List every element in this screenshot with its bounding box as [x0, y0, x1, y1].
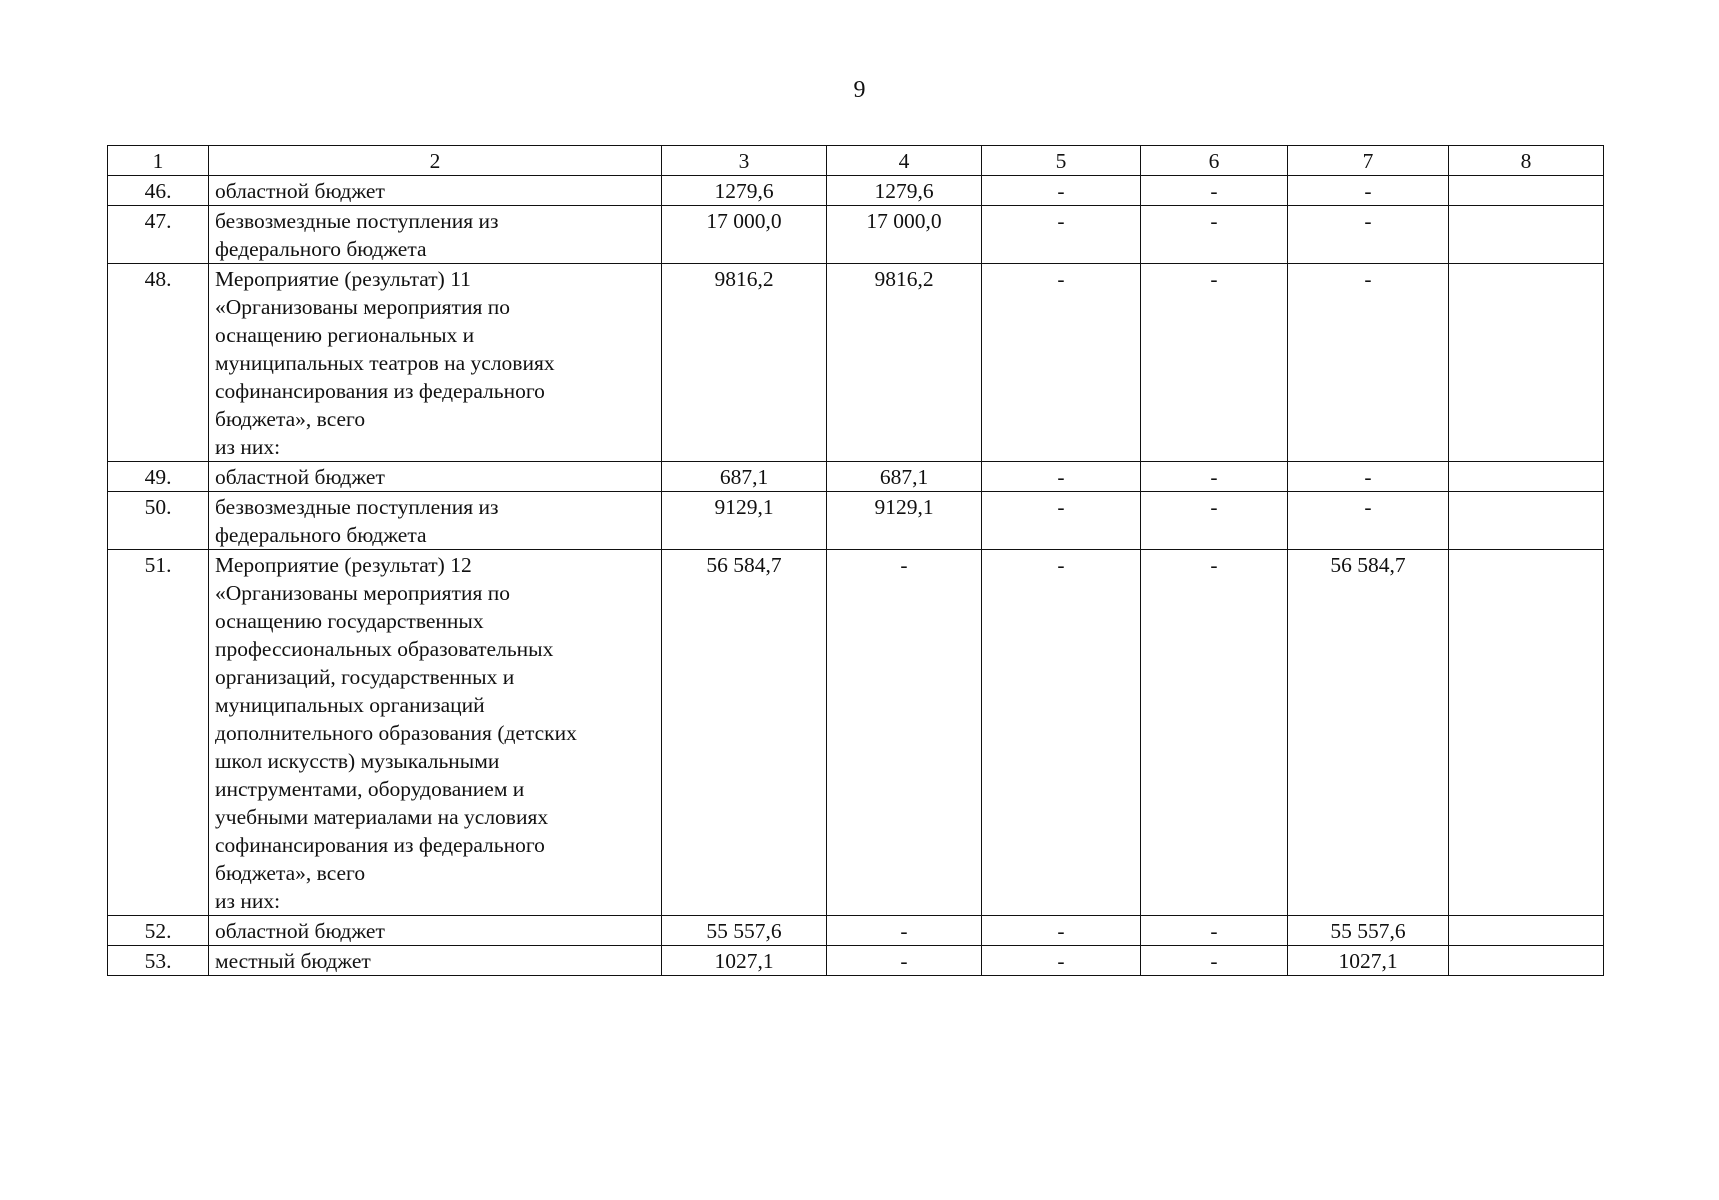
- value-cell-col-8: [1449, 492, 1604, 550]
- row-number: 52.: [108, 916, 209, 946]
- value-cell-col-5: -: [982, 462, 1141, 492]
- description-line: местный бюджет: [215, 949, 371, 973]
- description-line: школ искусств) музыкальными: [215, 749, 500, 773]
- value-cell-col-4: 1279,6: [827, 176, 982, 206]
- value-cell-col-6: -: [1141, 916, 1288, 946]
- table-row: [108, 946, 1604, 976]
- column-number-row: [108, 146, 1604, 176]
- table-body: [108, 146, 1604, 976]
- value-cell-col-6: -: [1141, 492, 1288, 550]
- row-description: [209, 206, 662, 264]
- column-header: 5: [982, 146, 1141, 176]
- row-description: [209, 916, 662, 946]
- description-line: областной бюджет: [215, 465, 385, 489]
- description-line: безвозмездные поступления из: [215, 495, 499, 519]
- description-line: Мероприятие (результат) 11: [215, 267, 471, 291]
- column-header: 6: [1141, 146, 1288, 176]
- description-line: оснащению региональных и: [215, 323, 475, 347]
- description-line: организаций, государственных и: [215, 665, 515, 689]
- description-line: «Организованы мероприятия по: [215, 581, 510, 605]
- row-number: 47.: [108, 206, 209, 264]
- value-cell-col-8: [1449, 264, 1604, 462]
- description-line: инструментами, оборудованием и: [215, 777, 525, 801]
- description-line: оснащению государственных: [215, 609, 484, 633]
- description-line: учебными материалами на условиях: [215, 805, 549, 829]
- description-line: бюджета», всего: [215, 407, 366, 431]
- value-cell-col-3: 1279,6: [662, 176, 827, 206]
- value-cell-col-5: -: [982, 206, 1141, 264]
- value-cell-col-3: 687,1: [662, 462, 827, 492]
- value-cell-col-7: -: [1288, 176, 1449, 206]
- value-cell-col-6: -: [1141, 550, 1288, 916]
- value-cell-col-4: 687,1: [827, 462, 982, 492]
- value-cell-col-7: -: [1288, 492, 1449, 550]
- value-cell-col-6: -: [1141, 264, 1288, 462]
- row-description: [209, 176, 662, 206]
- value-cell-col-6: -: [1141, 946, 1288, 976]
- description-line: муниципальных театров на условиях: [215, 351, 555, 375]
- description-line: профессиональных образовательных: [215, 637, 554, 661]
- table-row: [108, 176, 1604, 206]
- row-number: 53.: [108, 946, 209, 976]
- description-line: «Организованы мероприятия по: [215, 295, 510, 319]
- value-cell-col-5: -: [982, 264, 1141, 462]
- description-line: из них:: [215, 889, 281, 913]
- budget-table: [107, 145, 1604, 976]
- description-line: бюджета», всего: [215, 861, 366, 885]
- value-cell-col-6: -: [1141, 176, 1288, 206]
- value-cell-col-5: -: [982, 550, 1141, 916]
- table-row: [108, 550, 1604, 916]
- description-line: софинансирования из федерального: [215, 379, 545, 403]
- column-header: 8: [1449, 146, 1604, 176]
- table-row: [108, 492, 1604, 550]
- value-cell-col-4: 17 000,0: [827, 206, 982, 264]
- value-cell-col-3: 9129,1: [662, 492, 827, 550]
- column-header: 2: [209, 146, 662, 176]
- row-description: [209, 462, 662, 492]
- value-cell-col-5: -: [982, 176, 1141, 206]
- value-cell-col-8: [1449, 206, 1604, 264]
- row-description: [209, 550, 662, 916]
- value-cell-col-7: -: [1288, 206, 1449, 264]
- row-number: 51.: [108, 550, 209, 916]
- value-cell-col-5: -: [982, 946, 1141, 976]
- page-number: 9: [853, 77, 866, 103]
- description-line: федерального бюджета: [215, 523, 427, 547]
- column-header: 3: [662, 146, 827, 176]
- value-cell-col-6: -: [1141, 462, 1288, 492]
- value-cell-col-4: 9129,1: [827, 492, 982, 550]
- row-description: [209, 492, 662, 550]
- row-number: 49.: [108, 462, 209, 492]
- value-cell-col-4: 9816,2: [827, 264, 982, 462]
- description-line: муниципальных организаций: [215, 693, 485, 717]
- description-line: федерального бюджета: [215, 237, 427, 261]
- value-cell-col-5: -: [982, 492, 1141, 550]
- value-cell-col-3: 1027,1: [662, 946, 827, 976]
- table-row: [108, 916, 1604, 946]
- description-line: дополнительного образования (детских: [215, 721, 577, 745]
- description-line: Мероприятие (результат) 12: [215, 553, 472, 577]
- value-cell-col-8: [1449, 176, 1604, 206]
- row-number: 46.: [108, 176, 209, 206]
- row-number: 48.: [108, 264, 209, 462]
- value-cell-col-8: [1449, 462, 1604, 492]
- description-line: областной бюджет: [215, 179, 385, 203]
- value-cell-col-3: 55 557,6: [662, 916, 827, 946]
- value-cell-col-3: 17 000,0: [662, 206, 827, 264]
- value-cell-col-4: -: [827, 916, 982, 946]
- description-line: областной бюджет: [215, 919, 385, 943]
- column-header: 4: [827, 146, 982, 176]
- value-cell-col-7: 1027,1: [1288, 946, 1449, 976]
- description-line: софинансирования из федерального: [215, 833, 545, 857]
- row-number: 50.: [108, 492, 209, 550]
- description-line: безвозмездные поступления из: [215, 209, 499, 233]
- description-line: из них:: [215, 435, 281, 459]
- column-header: 7: [1288, 146, 1449, 176]
- value-cell-col-3: 9816,2: [662, 264, 827, 462]
- table-row: [108, 264, 1604, 462]
- value-cell-col-4: -: [827, 946, 982, 976]
- row-description: [209, 264, 662, 462]
- value-cell-col-7: -: [1288, 462, 1449, 492]
- value-cell-col-3: 56 584,7: [662, 550, 827, 916]
- value-cell-col-5: -: [982, 916, 1141, 946]
- value-cell-col-8: [1449, 916, 1604, 946]
- table-row: [108, 462, 1604, 492]
- value-cell-col-6: -: [1141, 206, 1288, 264]
- value-cell-col-7: -: [1288, 264, 1449, 462]
- value-cell-col-8: [1449, 946, 1604, 976]
- value-cell-col-8: [1449, 550, 1604, 916]
- value-cell-col-7: 55 557,6: [1288, 916, 1449, 946]
- column-header: 1: [108, 146, 209, 176]
- value-cell-col-7: 56 584,7: [1288, 550, 1449, 916]
- row-description: [209, 946, 662, 976]
- value-cell-col-4: -: [827, 550, 982, 916]
- table-row: [108, 206, 1604, 264]
